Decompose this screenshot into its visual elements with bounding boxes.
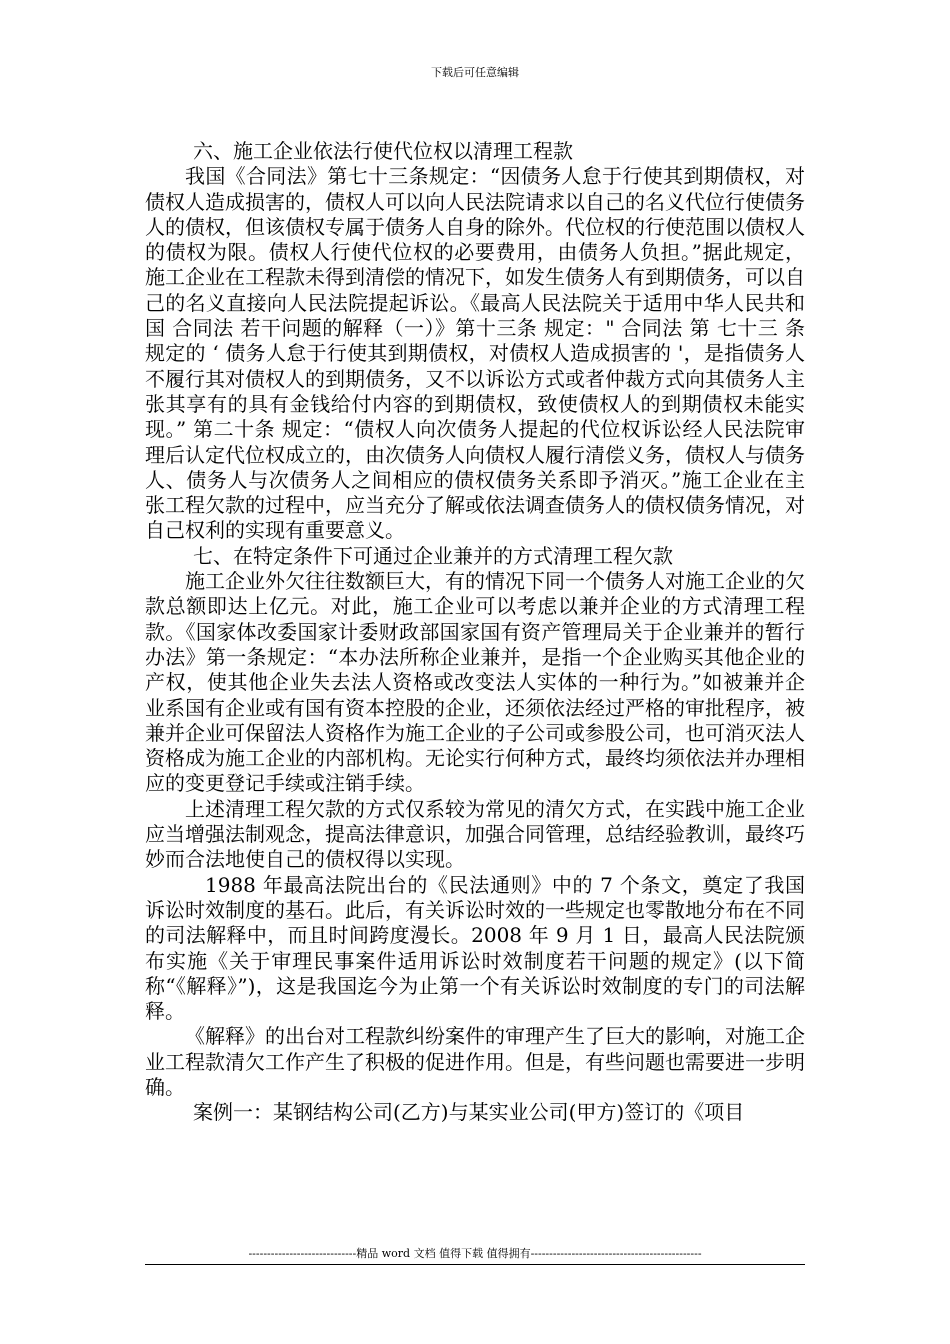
paragraph-limitation-history: 1988 年最高法院出台的《民法通则》中的 7 个条文，奠定了我国诉讼时效制度的基石。此后，有关诉讼时效的一些规定也零散地分布在不同的司法解释中，而且时间跨度漫长。2008 年 9 月 1 日，最高人民法院颁布实施《关于审理民事案件适用诉讼时效制度若干问题的规定》(以下简称“《解释》”)，这是我国迄今为止第一个有关诉讼时效制度的专门的司法解释。: [145, 872, 805, 1024]
paragraph-summary: 上述清理工程欠款的方式仅系较为常见的清欠方式，在实践中施工企业应当增强法制观念，提高法律意识，加强合同管理，总结经验教训，最终巧妙而合法地使自己的债权得以实现。: [145, 796, 805, 872]
paragraph-merger: 施工企业外欠往往数额巨大，有的情况下同一个债务人对施工企业的欠款总额即达上亿元。对此，施工企业可以考虑以兼并企业的方式清理工程款。《国家体改委国家计委财政部国家国有资产管理局关于企业兼并的暂行办法》第一条规定：“本办法所称企业兼并，是指一个企业购买其他企业的产权，使其他企业失去法人资格或改变法人实体的一种行为。”如被兼并企业系国有企业或有国有资本控股的企业，还须依法经过严格的审批程序，被兼并企业可保留法人资格作为施工企业的子公司或参股公司，也可消灭法人资格成为施工企业的内部机构。无论实行何种方式，最终均须依法并办理相应的变更登记手续或注销手续。: [145, 569, 805, 796]
page-footer: -----------------------------精品 word 文档 值得下载 值得拥有----------------------------------------------: [248, 1247, 702, 1260]
page-header: 下载后可任意编辑: [431, 66, 519, 79]
paragraph-interpretation-impact: 《解释》的出台对工程款纠纷案件的审理产生了巨大的影响，对施工企业工程款清欠工作产生了积极的促进作用。但是，有些问题也需要进一步明确。: [145, 1024, 805, 1099]
footer-divider: [145, 1264, 805, 1265]
section-heading-7: 七、在特定条件下可通过企业兼并的方式清理工程欠款: [193, 543, 673, 568]
section-heading-6: 六、施工企业依法行使代位权以清理工程款: [193, 139, 573, 163]
document-body: [145, 139, 805, 1126]
paragraph-subrogation: 我国《合同法》第七十三条规定：“因债务人怠于行使其到期债权，对债权人造成损害的，债权人可以向人民法院请求以自己的名义代位行使债务人的债权，但该债权专属于债务人自身的除外。代位权的行使范围以债权人的债权为限。债权人行使代位权的必要费用，由债务人负担。”据此规定，施工企业在工程款未得到清偿的情况下，如发生债务人有到期债务，可以自己的名义直接向人民法院提起诉讼。《最高人民法院关于适用中华人民共和国 合同法 若干问题的解释（一）》第十三条 规定：" 合同法 第 七十三 条规定的 ‘ 债务人怠于行使其到期债权，对债权人造成损害的 '，是指债务人不履行其对债权人的到期债务，又不以诉讼方式或者仲裁方式向其债务人主张其享有的具有金钱给付内容的到期债权，致使债权人的到期债权未能实现。” 第二十条 规定：“债权人向次债务人提起的代位权诉讼经人民法院审理后认定代位权成立的，由次债务人向债权人履行清偿义务，债权人与债务人、债务人与次债务人之间相应的债权债务关系即予消灭。”施工企业在主张工程欠款的过程中，应当充分了解或依法调查债务人的债权债务情况，对自己权利的实现有重要意义。: [145, 164, 805, 543]
paragraph-case-one: 案例一：某钢结构公司(乙方)与某实业公司(甲方)签订的《项目: [193, 1100, 745, 1125]
